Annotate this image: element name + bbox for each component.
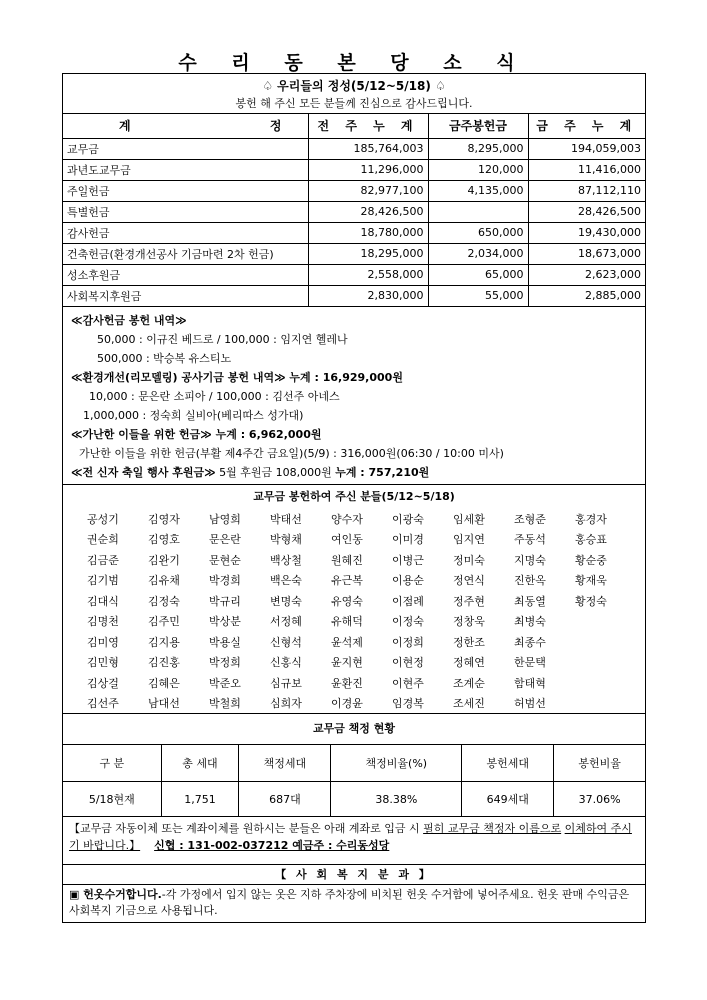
offering-current-total: 19,430,000	[528, 222, 645, 243]
donor-name: 원혜진	[331, 553, 363, 567]
col-gye: 계	[119, 119, 131, 134]
donor-name: 이점례	[392, 594, 424, 608]
poor-line-1: 가난한 이들을 위한 헌금(부활 제4주간 금요일)(5/9) : 316,000원(06:30 / 10:00 미사)	[79, 446, 504, 460]
offering-item-name: 감사헌금	[63, 222, 308, 243]
allocation-header: 봉헌비율	[554, 745, 645, 782]
donor-name: 백은숙	[270, 574, 302, 587]
donor-name: 윤환진	[331, 676, 363, 690]
donor-name: 박정희	[209, 656, 241, 669]
offering-prev-total: 28,426,500	[308, 201, 428, 222]
donor-name: 정미숙	[453, 553, 485, 567]
donor-name: 이용순	[392, 574, 424, 587]
donor-name: 김명천	[87, 615, 119, 628]
offering-week-amount: 650,000	[428, 222, 528, 243]
donor-name: 김영자	[148, 512, 180, 526]
donor-name: 한문택	[514, 656, 546, 669]
gift-details	[63, 307, 645, 485]
transfer-notice	[69, 820, 639, 854]
offering-current-total: 18,673,000	[528, 243, 645, 264]
offering-row	[63, 243, 645, 264]
offering-row	[63, 264, 645, 285]
donor-name: 김진홍	[148, 656, 180, 669]
all-saints-line	[71, 463, 639, 482]
offering-table-header	[63, 114, 645, 138]
donor-name: 김유채	[148, 574, 180, 587]
social-body	[63, 885, 645, 921]
env-heading: ≪환경개선(리모델링) 공사기금 봉헌 내역≫ 누계 : 16,929,000원	[71, 370, 403, 384]
offering-prev-total: 82,977,100	[308, 180, 428, 201]
donor-name: 여인동	[331, 533, 363, 546]
donor-name: 김민형	[87, 656, 119, 669]
social-title: 【 사 회 복 지 분 과 】	[63, 865, 645, 885]
donor-name: 윤석제	[331, 635, 363, 649]
offering-week-amount: 65,000	[428, 264, 528, 285]
donor-name: 남대선	[148, 697, 180, 710]
offering-current-total: 2,623,000	[528, 264, 645, 285]
donor-name: 박상분	[209, 615, 241, 628]
donor-name: 박경희	[209, 574, 241, 587]
all-saints-heading: ≪전 신자 축일 행사 후원금≫	[71, 465, 216, 479]
donor-name: 유영숙	[331, 594, 363, 608]
donor-name: 이병근	[392, 553, 424, 567]
donor-name: 임경복	[392, 697, 424, 710]
donor-name: 임지연	[453, 533, 485, 546]
offering-prev-total: 18,295,000	[308, 243, 428, 264]
col-week: 금주봉헌금	[428, 114, 528, 138]
offering-item-name: 사회복지후원금	[63, 285, 308, 306]
donors-title: 교무금 봉헌하여 주신 분들(5/12~5/18)	[253, 489, 455, 503]
offering-prev-total: 18,780,000	[308, 222, 428, 243]
offering-prev-total: 11,296,000	[308, 159, 428, 180]
offering-week-amount: 8,295,000	[428, 138, 528, 159]
offering-thanks: 봉헌 해 주신 모든 분들께 진심으로 감사드립니다.	[235, 97, 473, 110]
social-text: -각 가정에서 입지 않는 옷은 지하 주차장에 비치된 헌옷 수거함에 넣어주세요. 헌옷 판매 수익금은 사회복지 기금으로 사용됩니다.	[69, 888, 630, 917]
bulletin-frame	[62, 73, 646, 923]
offering-header	[63, 74, 645, 114]
donor-name: 백상철	[270, 553, 302, 567]
allocation-header-row	[63, 745, 645, 782]
donor-name: 김선주	[87, 697, 119, 710]
donor-name	[575, 674, 636, 695]
allocation-data-row	[63, 782, 645, 817]
donor-name: 이미경	[392, 533, 424, 546]
allocation-header: 책정비율(%)	[331, 745, 462, 782]
donor-name: 박철희	[209, 697, 241, 710]
donor-name: 함태혁	[514, 676, 546, 690]
env-line-1: 10,000 : 문은란 소피아 / 100,000 : 김선주 아네스	[89, 389, 340, 403]
col-total: 금 주 누 계	[528, 114, 645, 138]
offering-row	[63, 201, 645, 222]
offering-table	[63, 114, 645, 307]
donor-name: 지명숙	[514, 553, 546, 567]
donor-name: 김기범	[87, 574, 119, 587]
thanks-heading: ≪감사헌금 봉헌 내역≫	[71, 313, 187, 327]
notice-part-1: 【교무금 자동이체 또는 계좌이체를 원하시는 분들은 아래 계좌로 입금 시	[69, 822, 424, 835]
offering-row	[63, 222, 645, 243]
allocation-value: 37.06%	[554, 782, 645, 817]
donor-name	[575, 633, 636, 654]
donor-name: 윤지현	[331, 656, 363, 669]
donor-name: 김대식	[87, 594, 119, 608]
offering-week-amount	[428, 201, 528, 222]
donor-name: 박태선	[270, 512, 302, 526]
donor-name: 황순중	[575, 553, 607, 567]
donor-name: 최동열	[514, 594, 546, 608]
social-heading: ▣ 헌옷수거합니다.	[69, 888, 162, 901]
donor-name: 황정숙	[575, 594, 607, 608]
donor-name: 임세환	[453, 512, 485, 526]
offering-row	[63, 138, 645, 159]
donor-name: 유근복	[331, 574, 363, 587]
all-saints-month: 5월 후원금 108,000원	[215, 465, 336, 479]
offering-current-total: 11,416,000	[528, 159, 645, 180]
donor-name: 진한옥	[514, 574, 546, 587]
offering-prev-total: 2,830,000	[308, 285, 428, 306]
offering-week-amount: 55,000	[428, 285, 528, 306]
offering-week-amount: 120,000	[428, 159, 528, 180]
donor-name: 심규보	[270, 676, 302, 690]
col-prev: 전 주 누 계	[308, 114, 428, 138]
donor-name: 홍승표	[575, 533, 607, 546]
offering-current-total: 28,426,500	[528, 201, 645, 222]
offering-current-total: 87,112,110	[528, 180, 645, 201]
allocation-value: 5/18현재	[63, 782, 161, 817]
donor-name: 박형채	[270, 533, 302, 546]
donor-name: 이정희	[392, 635, 424, 649]
donor-name	[575, 653, 636, 674]
donor-name: 유해덕	[331, 615, 363, 628]
allocation-value: 1,751	[161, 782, 239, 817]
donor-name: 박준오	[209, 676, 241, 690]
donor-name: 조계순	[453, 676, 485, 690]
donor-name: 정한조	[453, 635, 485, 649]
social-welfare-section	[63, 864, 645, 921]
donor-name: 서정혜	[270, 615, 302, 628]
offering-item-name: 성소후원금	[63, 264, 308, 285]
donor-name: 문현순	[209, 553, 241, 567]
offering-item-name: 교무금	[63, 138, 308, 159]
donor-name: 정주현	[453, 594, 485, 608]
donor-name: 신홍식	[270, 656, 302, 669]
donor-name: 권순희	[87, 533, 119, 546]
allocation-header: 책정세대	[239, 745, 331, 782]
donor-name: 이현정	[392, 656, 424, 669]
thanks-line-1: 50,000 : 이규진 베드로 / 100,000 : 임지연 헬레나	[97, 332, 348, 346]
donor-name: 정연식	[453, 574, 485, 587]
allocation-value: 649세대	[462, 782, 554, 817]
env-line-2: 1,000,000 : 정숙희 실비아(베리따스 성가대)	[83, 408, 304, 422]
donor-name: 이정숙	[392, 615, 424, 628]
notice-part-2: 필히 교무금 책정자 이름으로	[423, 822, 562, 835]
donor-name: 김주민	[148, 615, 180, 628]
donor-name: 홍경자	[575, 512, 607, 526]
donor-name: 황재욱	[575, 574, 607, 587]
donor-name: 조세진	[453, 697, 485, 710]
offering-item-name: 특별헌금	[63, 201, 308, 222]
donor-name: 조형준	[514, 512, 546, 526]
donor-name: 김금준	[87, 553, 119, 567]
donor-name: 정혜연	[453, 656, 485, 669]
allocation-title: 교무금 책정 현황	[312, 722, 396, 735]
donor-name: 심희자	[270, 697, 302, 710]
donor-name: 양수자	[331, 512, 363, 526]
allocation-header: 봉헌세대	[462, 745, 554, 782]
donor-name: 김미영	[87, 635, 119, 649]
offering-prev-total: 2,558,000	[308, 264, 428, 285]
donor-name: 허범선	[514, 697, 546, 710]
donor-name: 이현주	[392, 676, 424, 690]
donor-name: 최종수	[514, 635, 546, 649]
donor-list	[63, 506, 645, 715]
donor-name: 주동석	[514, 533, 546, 546]
donor-name: 김지용	[148, 635, 180, 649]
offering-row	[63, 180, 645, 201]
allocation-value: 687대	[239, 782, 331, 817]
donor-name: 김영호	[148, 533, 180, 546]
donor-name: 이경윤	[331, 697, 363, 710]
offering-row	[63, 285, 645, 306]
offering-item-name: 주일헌금	[63, 180, 308, 201]
donor-name: 김상걸	[87, 676, 119, 690]
thanks-line-2: 500,000 : 박승복 유스티노	[97, 351, 232, 365]
donor-name	[575, 612, 636, 633]
donor-name: 변명숙	[270, 594, 302, 608]
donor-name: 최병숙	[514, 615, 546, 628]
allocation-header: 총 세대	[161, 745, 239, 782]
poor-heading: ≪가난한 이들을 위한 헌금≫ 누계 : 6,962,000원	[71, 427, 322, 441]
offering-item-name: 건축헌금(환경개선공사 기금마련 2차 헌금)	[63, 243, 308, 264]
offering-week-amount: 2,034,000	[428, 243, 528, 264]
offering-current-total: 194,059,003	[528, 138, 645, 159]
offering-heading: ♤ 우리들의 정성(5/12~5/18) ♤	[262, 79, 446, 93]
donor-name: 문은란	[209, 533, 241, 546]
donor-name	[575, 694, 636, 715]
offering-row	[63, 159, 645, 180]
allocation-table	[63, 744, 645, 817]
allocation-section	[63, 713, 645, 817]
donor-name: 김정숙	[148, 594, 180, 608]
offering-week-amount: 4,135,000	[428, 180, 528, 201]
donor-name: 남영희	[209, 512, 241, 526]
donor-name: 박규리	[209, 594, 241, 608]
donor-name: 정창욱	[453, 615, 485, 628]
donor-name: 김완기	[148, 553, 180, 567]
offering-current-total: 2,885,000	[528, 285, 645, 306]
allocation-value: 38.38%	[331, 782, 462, 817]
donor-name: 박용실	[209, 635, 241, 649]
donor-name: 신형석	[270, 635, 302, 649]
all-saints-total: 누계 : 757,210원	[335, 465, 430, 479]
allocation-header: 구 분	[63, 745, 161, 782]
offering-prev-total: 185,764,003	[308, 138, 428, 159]
donor-name: 이광숙	[392, 512, 424, 526]
offering-item-name: 과년도교무금	[63, 159, 308, 180]
donor-name: 김혜은	[148, 676, 180, 690]
notice-part-3: 이체하여 주시기 바랍니다.】	[69, 822, 632, 852]
donor-name: 공성기	[87, 512, 119, 526]
col-jeong: 정	[269, 119, 282, 134]
page-title: 수 리 동 본 당 소 식	[178, 52, 529, 74]
account-info: 신협 : 131-002-037212 예금주 : 수리동성당	[154, 839, 390, 852]
